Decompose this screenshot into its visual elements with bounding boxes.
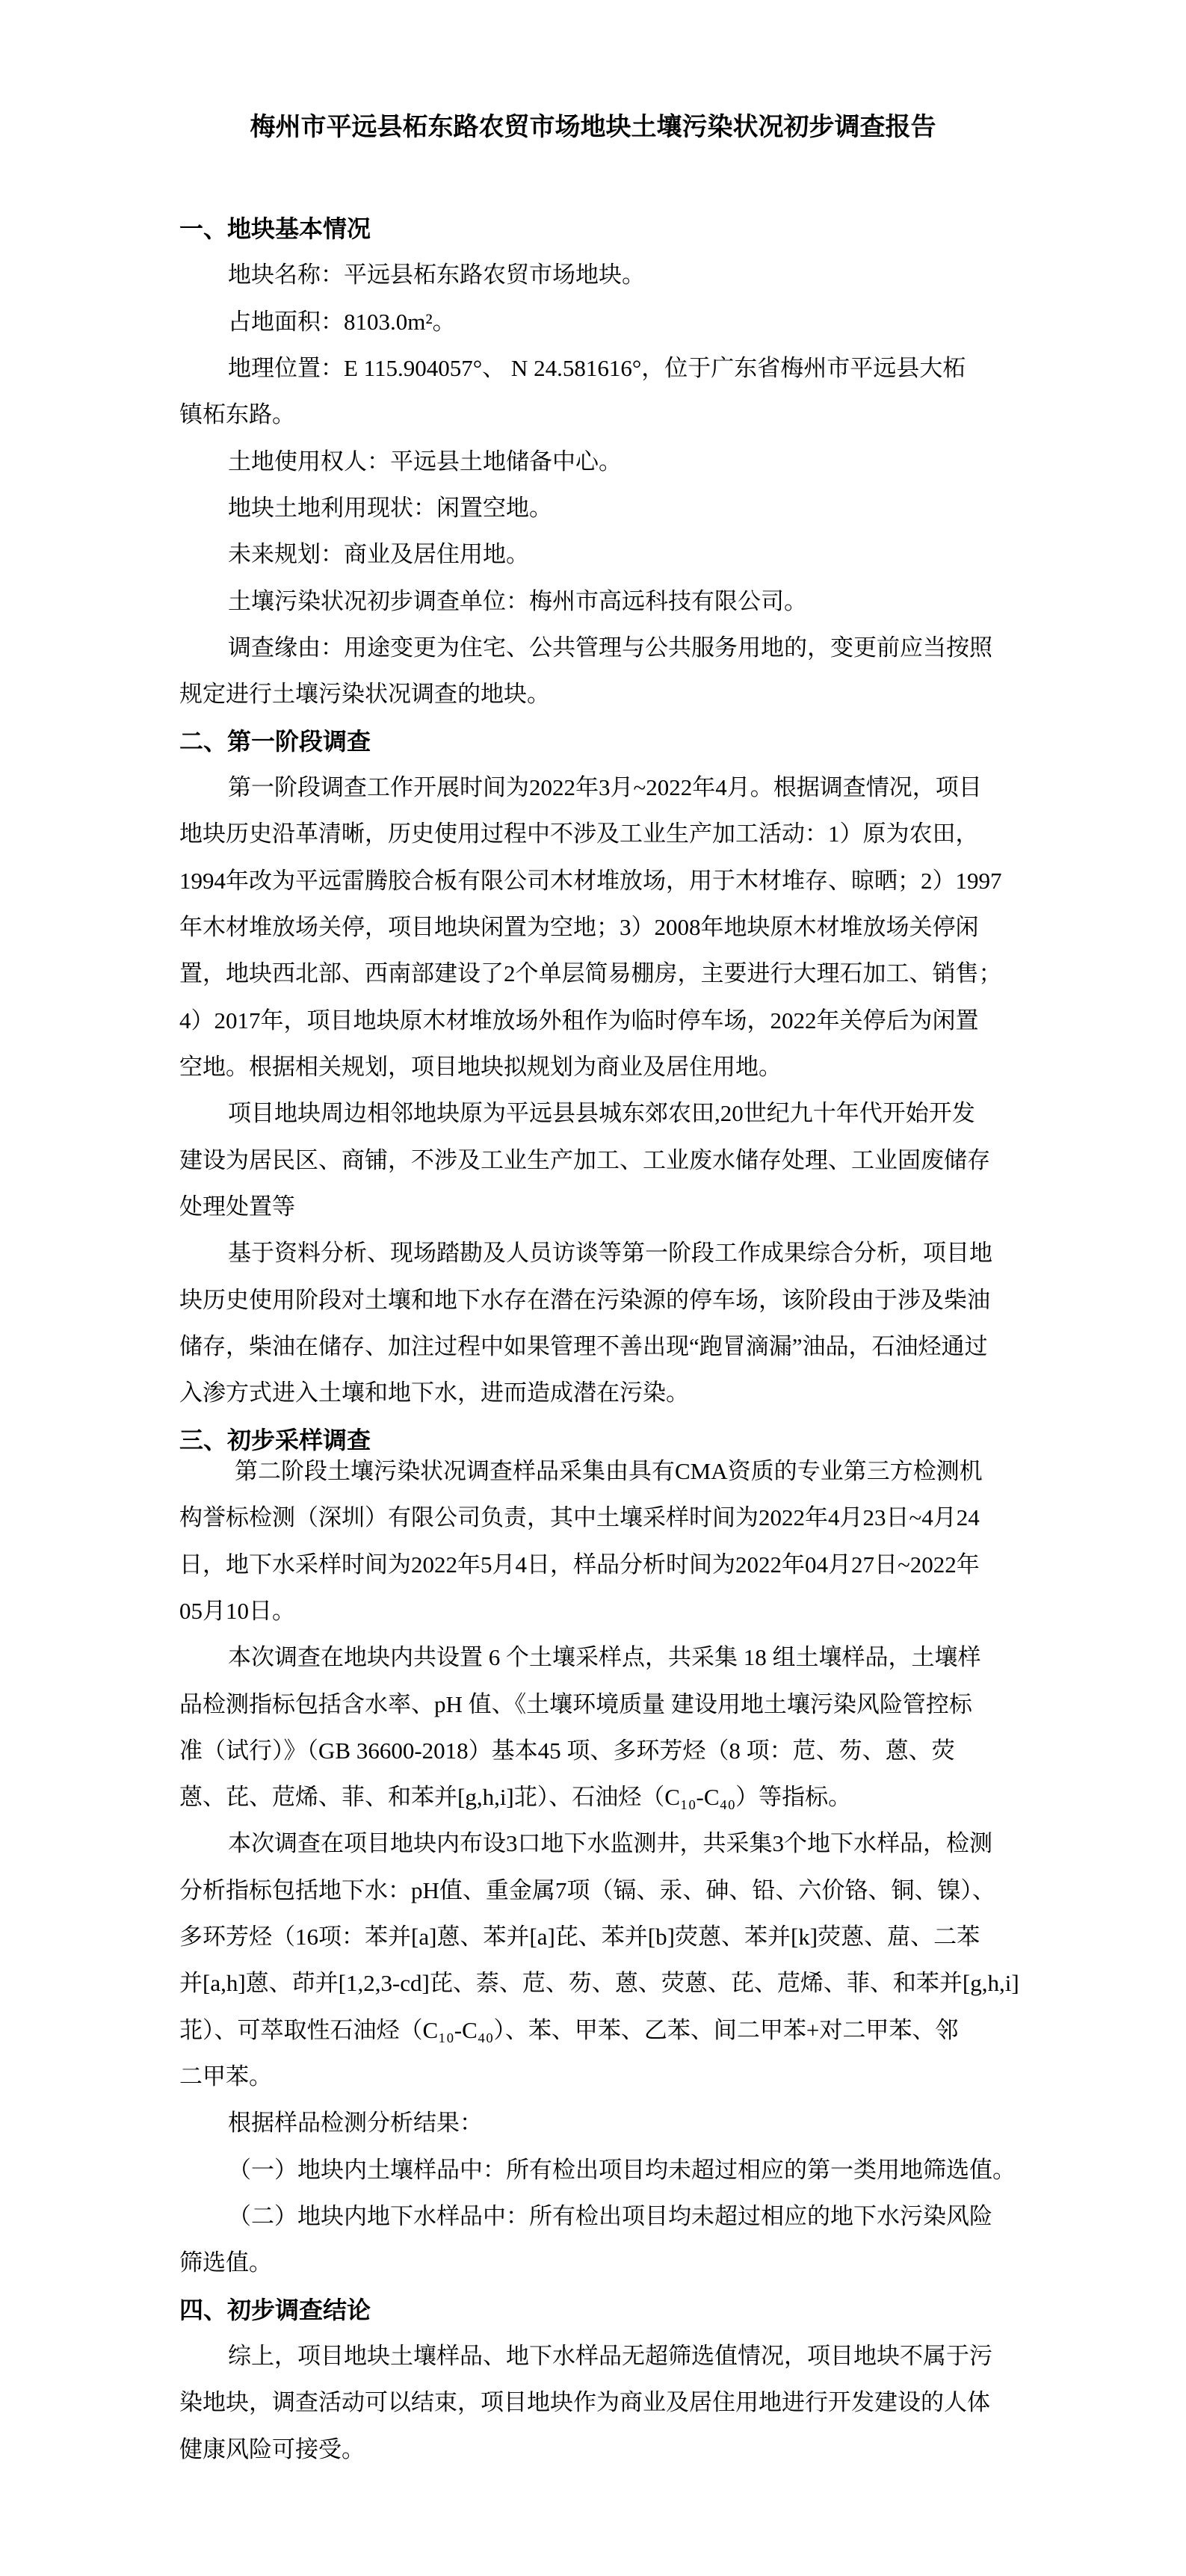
text-line: 4）2017年，项目地块原木材堆放场外租作为临时停车场，2022年关停后为闲置 <box>179 1007 979 1034</box>
text-line: 年木材堆放场关停，项目地块闲置为空地；3）2008年地块原木材堆放场关停闲 <box>179 913 979 940</box>
text-line: 分析指标包括地下水：pH值、重金属7项（镉、汞、砷、铅、六价铬、铜、镍）、 <box>179 1877 995 1903</box>
text-line: 二甲苯。 <box>179 2063 272 2090</box>
text-line: 处理处置等 <box>179 1193 295 1220</box>
text-line: 项目地块周边相邻地块原为平远县县城东郊农田,20世纪九十年代开始开发 <box>228 1100 975 1127</box>
text-line: 规定进行土壤污染状况调查的地块。 <box>179 681 550 708</box>
text-line: 地块名称：平远县柘东路农贸市场地块。 <box>228 262 645 288</box>
text-line: 入渗方式进入土壤和地下水，进而造成潜在污染。 <box>179 1380 689 1406</box>
report-body <box>179 206 1019 2473</box>
text-line: 健康风险可接受。 <box>179 2436 365 2462</box>
text-line: 土地使用权人：平远县土地储备中心。 <box>228 448 622 475</box>
text-line: 储存，柴油在储存、加注过程中如果管理不善出现“跑冒滴漏”油品，石油烃通过 <box>179 1332 988 1359</box>
section-heading: 二、第一阶段调查 <box>179 727 371 755</box>
text-line: 品检测指标包括含水率、pH 值、《土壤环境质量 建设用地土壤污染风险管控标 <box>179 1690 972 1717</box>
text-line: 1994年改为平远雷腾胶合板有限公司木材堆放场，用于木材堆存、晾晒；2）1997 <box>179 867 1002 894</box>
text-line: 构誉标检测（深圳）有限公司负责，其中土壤采样时间为2022年4月23日~4月24 <box>179 1504 980 1531</box>
text-line: 占地面积：8103.0m²。 <box>228 308 456 335</box>
text-line: 空地。根据相关规划，项目地块拟规划为商业及居住用地。 <box>179 1053 782 1080</box>
text-line: 蒽、芘、苊烯、菲、和苯并[g,h,i]苝）、石油烃（C₁₀-C₄₀）等指标。 <box>179 1784 852 1811</box>
text-line: 多环芳烃（16项：苯并[a]蒽、苯并[a]芘、苯并[b]荧蒽、苯并[k]荧蒽、䓛、二苯 <box>179 1924 980 1950</box>
text-line: 并[a,h]蒽、茚并[1,2,3-cd]芘、萘、苊、芴、蒽、荧蒽、芘、苊烯、菲、和苯并[g,h,i] <box>179 1970 1019 1997</box>
text-line: 土壤污染状况初步调查单位：梅州市高远科技有限公司。 <box>228 587 807 614</box>
text-line: 日，地下水采样时间为2022年5月4日，样品分析时间为2022年04月27日~2022年 <box>179 1551 980 1578</box>
text-line: 筛选值。 <box>179 2249 272 2276</box>
text-line: 块历史使用阶段对土壤和地下水存在潜在污染源的停车场，该阶段由于涉及柴油 <box>179 1286 990 1313</box>
text-line: 地块历史沿革清晰，历史使用过程中不涉及工业生产加工活动：1）原为农田， <box>179 821 979 847</box>
text-line: 调查缘由：用途变更为住宅、公共管理与公共服务用地的，变更前应当按照 <box>228 634 992 661</box>
text-line: 置，地块西北部、西南部建设了2个单层简易棚房，主要进行大理石加工、销售； <box>179 960 1002 987</box>
text-line: 综上，项目地块土壤样品、地下水样品无超筛选值情况，项目地块不属于污 <box>228 2343 992 2370</box>
text-line: 染地块，调查活动可以结束，项目地块作为商业及居住用地进行开发建设的人体 <box>179 2389 990 2416</box>
report-title: 梅州市平远县柘东路农贸市场地块土壤污染状况初步调查报告 <box>250 114 936 141</box>
text-line: 第二阶段土壤污染状况调查样品采集由具有CMA资质的专业第三方检测机 <box>235 1457 983 1484</box>
text-line: 根据样品检测分析结果： <box>228 2110 483 2137</box>
text-line: 准（试行）》（GB 36600-2018）基本45 项、多环芳烃（8 项：苊、芴、蒽、荧 <box>179 1737 955 1764</box>
section-heading: 一、地块基本情况 <box>179 215 371 242</box>
text-line: 基于资料分析、现场踏勘及人员访谈等第一阶段工作成果综合分析，项目地 <box>228 1240 992 1267</box>
text-line: 苝）、可萃取性石油烃（C₁₀-C₄₀）、苯、甲苯、乙苯、间二甲苯+对二甲苯、邻 <box>179 2016 959 2043</box>
text-line: 05月10日。 <box>179 1597 295 1624</box>
text-line: （一）地块内土壤样品中：所有检出项目均未超过相应的第一类用地筛选值。 <box>228 2156 1016 2183</box>
text-line: 地理位置：E 115.904057°、 N 24.581616°，位于广东省梅州市平远县大柘 <box>228 354 966 381</box>
text-line: 未来规划：商业及居住用地。 <box>228 541 529 568</box>
section-heading: 四、初步调查结论 <box>179 2296 371 2323</box>
text-line: 第一阶段调查工作开展时间为2022年3月~2022年4月。根据调查情况，项目 <box>228 773 982 800</box>
text-line: （二）地块内地下水样品中：所有检出项目均未超过相应的地下水污染风险 <box>228 2203 992 2230</box>
text-line: 本次调查在项目地块内布设3口地下水监测井，共采集3个地下水样品，检测 <box>228 1830 992 1857</box>
section-heading: 三、初步采样调查 <box>179 1426 371 1454</box>
text-line: 镇柘东路。 <box>179 401 295 428</box>
text-line: 本次调查在地块内共设置 6 个土壤采样点，共采集 18 组土壤样品，土壤样 <box>228 1644 981 1671</box>
text-line: 建设为居民区、商铺，不涉及工业生产加工、工业废水储存处理、工业固废储存 <box>179 1146 990 1173</box>
text-line: 地块土地利用现状：闲置空地。 <box>228 494 552 521</box>
